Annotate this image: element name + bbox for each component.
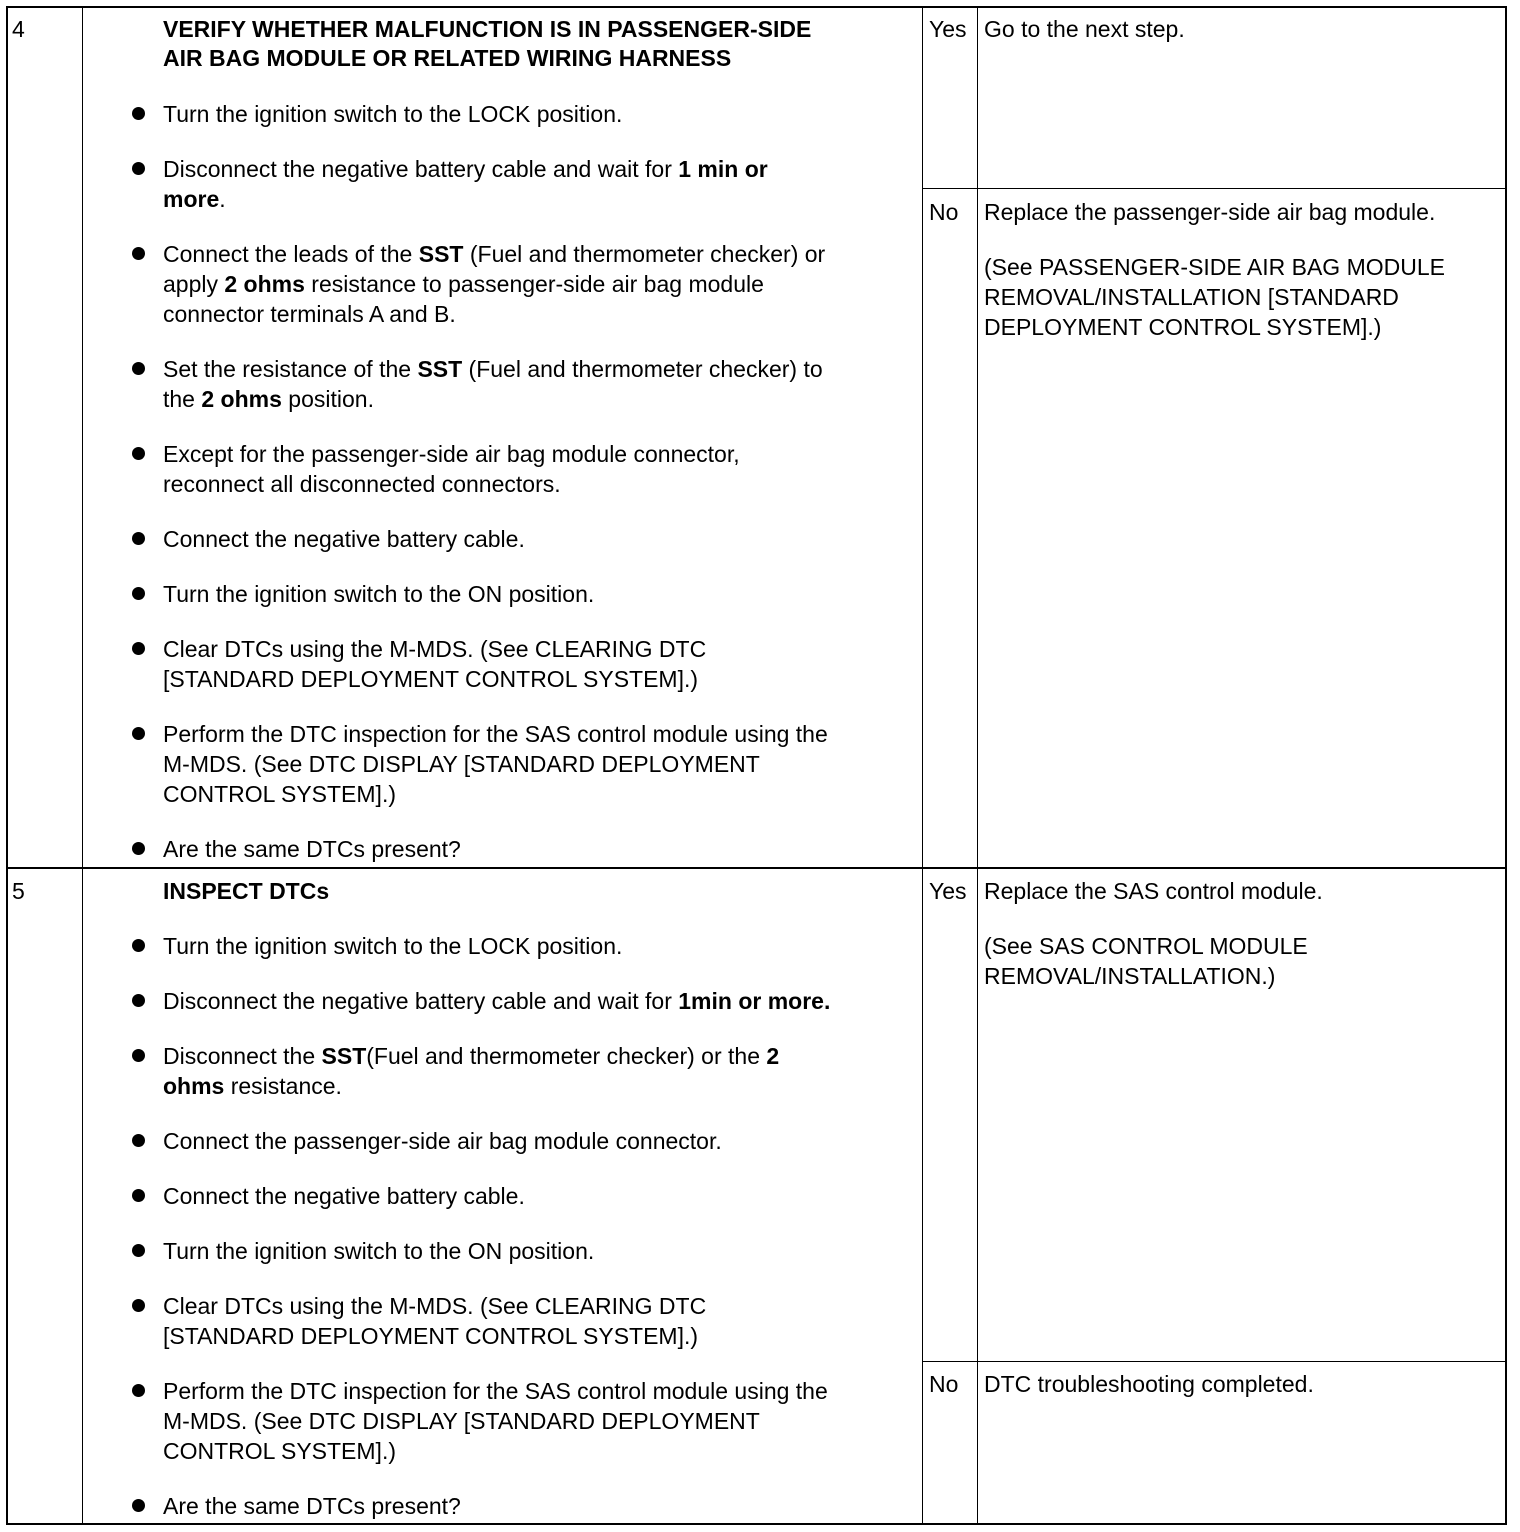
action-text: more. [163,186,226,212]
bullet-icon [132,642,145,655]
column-divider-result [977,7,978,1525]
bullet-icon [132,447,145,460]
action-text: Turn the ignition switch to the ON position. [163,1238,595,1264]
result-reference: (See SAS CONTROL MODULE [984,933,1308,959]
bullet-icon [132,1384,145,1397]
action-text: ohms resistance. [163,1073,342,1099]
action-text: Connect the negative battery cable. [163,526,525,552]
action-text: Set the resistance of the SST (Fuel and thermometer checker) to [163,356,823,382]
result-no-label: No [929,1371,959,1397]
step-row-divider [7,867,1506,869]
action-text: reconnect all disconnected connectors. [163,471,561,497]
result-reference: DEPLOYMENT CONTROL SYSTEM].) [984,314,1382,340]
action-text: M-MDS. (See DTC DISPLAY [STANDARD DEPLOYMENT [163,751,760,777]
action-text: Turn the ignition switch to the LOCK position. [163,101,623,127]
result-yes-label: Yes [929,16,967,42]
result-no-label: No [929,199,959,225]
bullet-icon [132,1049,145,1062]
result-no-text: DTC troubleshooting completed. [984,1371,1314,1397]
action-text: Connect the leads of the SST (Fuel and thermometer checker) or [163,241,826,267]
action-text: connector terminals A and B. [163,301,456,327]
result-yes-text: Replace the SAS control module. [984,878,1323,904]
bullet-icon [132,842,145,855]
action-text: [STANDARD DEPLOYMENT CONTROL SYSTEM].) [163,1323,699,1349]
action-text: Are the same DTCs present? [163,1493,461,1519]
action-text: Clear DTCs using the M-MDS. (See CLEARING DTC [163,636,707,662]
bullet-icon [132,939,145,952]
action-text: Perform the DTC inspection for the SAS control module using the [163,721,828,747]
action-text: M-MDS. (See DTC DISPLAY [STANDARD DEPLOYMENT [163,1408,760,1434]
action-text: Perform the DTC inspection for the SAS control module using the [163,1378,828,1404]
action-text: Turn the ignition switch to the ON position. [163,581,595,607]
step-number: 5 [12,878,25,904]
bullet-icon [132,532,145,545]
column-divider-action [922,7,923,1525]
step-title: INSPECT DTCs [163,878,330,904]
bullet-icon [132,1299,145,1312]
column-divider-number [82,7,83,1525]
bullet-icon [132,162,145,175]
bullet-icon [132,362,145,375]
action-text: Disconnect the negative battery cable and wait for 1min or more. [163,988,831,1014]
action-text: Except for the passenger-side air bag module connector, [163,441,740,467]
bullet-icon [132,994,145,1007]
action-text: Connect the passenger-side air bag module connector. [163,1128,722,1154]
action-text: CONTROL SYSTEM].) [163,1438,396,1464]
result-no-text: Replace the passenger-side air bag module. [984,199,1436,225]
action-text: Turn the ignition switch to the LOCK position. [163,933,623,959]
step5-yes-no-divider [922,1361,1506,1362]
bullet-icon [132,1189,145,1202]
action-text: Disconnect the SST(Fuel and thermometer checker) or the 2 [163,1043,780,1069]
action-text: Disconnect the negative battery cable and wait for 1 min or [163,156,768,182]
result-yes-text: Go to the next step. [984,16,1185,42]
bullet-icon [132,1134,145,1147]
bullet-icon [132,1244,145,1257]
bullet-icon [132,107,145,120]
step-title: VERIFY WHETHER MALFUNCTION IS IN PASSENGER-SIDE [163,16,812,42]
bullet-icon [132,1499,145,1512]
action-text: CONTROL SYSTEM].) [163,781,396,807]
action-text: the 2 ohms position. [163,386,374,412]
action-text: apply 2 ohms resistance to passenger-side air bag module [163,271,764,297]
result-reference: (See PASSENGER-SIDE AIR BAG MODULE [984,254,1445,280]
result-reference: REMOVAL/INSTALLATION [STANDARD [984,284,1399,310]
action-text: Clear DTCs using the M-MDS. (See CLEARING DTC [163,1293,707,1319]
bullet-icon [132,247,145,260]
action-text: Connect the negative battery cable. [163,1183,525,1209]
action-text: [STANDARD DEPLOYMENT CONTROL SYSTEM].) [163,666,699,692]
action-text: Are the same DTCs present? [163,836,461,862]
bullet-icon [132,727,145,740]
result-reference: REMOVAL/INSTALLATION.) [984,963,1276,989]
step4-yes-no-divider [922,188,1506,189]
step-title: AIR BAG MODULE OR RELATED WIRING HARNESS [163,45,732,71]
result-yes-label: Yes [929,878,967,904]
step-number: 4 [12,16,25,42]
bullet-icon [132,587,145,600]
